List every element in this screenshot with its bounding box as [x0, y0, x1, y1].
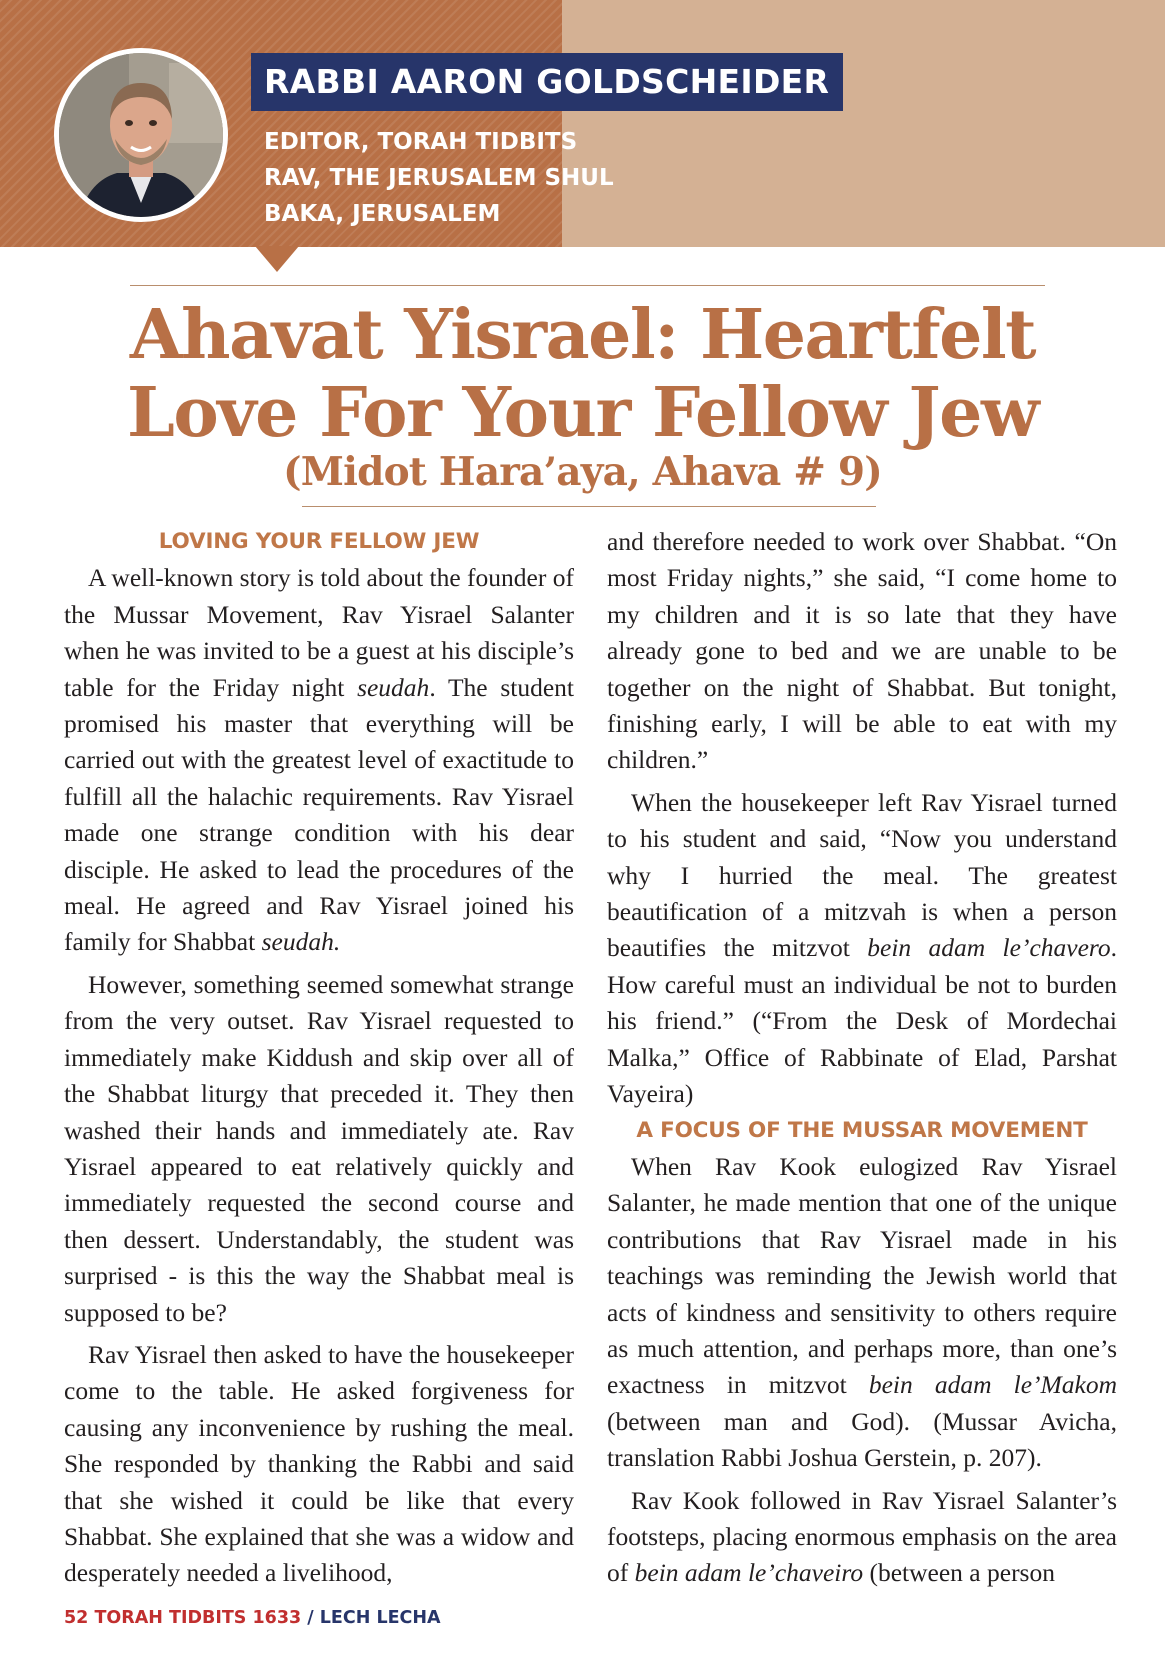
title-divider-top [130, 285, 1045, 286]
author-name: RABBI AARON GOLDSCHEIDER [251, 53, 843, 111]
section-heading: LOVING YOUR FELLOW JEW [158, 529, 480, 554]
author-role: RAV, THE JERUSALEM SHUL [264, 165, 614, 191]
header-banner-pointer [255, 246, 299, 272]
body-paragraph: Rav Kook followed in Rav Yisrael Salanter’s footsteps, placing enormous emphasis on the area of bein adam le’chaveiro (between a person [607, 1485, 1117, 1588]
right-column [607, 524, 1117, 1592]
author-role: EDITOR, TORAH TIDBITS [264, 129, 578, 155]
body-paragraph: When the housekeeper left Rav Yisrael turned to his student and said, “Now you understand why I hurried the meal. The greatest beautification of a mitzvah is when a person beautifies the mitzvot bein adam le’chavero. How careful must an individual be not to burden his friend.” (“From the Desk of Mordechai Malka,” Office of Rabbinate of Elad, Parshat Vayeira) [607, 787, 1117, 1109]
footer-separator: / [301, 1608, 320, 1628]
article-title-line: Love For Your Fellow Jew [127, 373, 1038, 453]
title-divider-bottom [302, 506, 876, 507]
article-title-line: Ahavat Yisrael: Heartfelt [129, 295, 1036, 375]
body-paragraph: Rav Yisrael then asked to have the housekeeper come to the table. He asked forgiveness for causing any inconvenience by rushing the meal. She responded by thanking the Rabbi and said that she wished it could be like that every Shabbat. She explained that she was a widow and desperately needed a livelihood, [64, 1339, 574, 1588]
body-paragraph: However, something seemed somewhat strange from the very outset. Rav Yisrael requested to immediately make Kiddush and skip over all of the Shabbat liturgy that preceded it. They then washed their hands and immediately ate. Rav Yisrael appeared to eat relatively quickly and immediately requested the second course and then dessert. Understandably, the student was surprised - is this the way the Shabbat meal is supposed to be? [64, 969, 574, 1327]
footer-publication: 52 TORAH TIDBITS 1633 [64, 1608, 302, 1628]
page-footer [64, 1608, 441, 1628]
author-role: BAKA, JERUSALEM [264, 201, 501, 227]
body-paragraph: When Rav Kook eulogized Rav Yisrael Salanter, he made mention that one of the unique contributions that Rav Yisrael made in his teachings was reminding the Jewish world that acts of kindness and sensitivity to others require as much attention, and perhaps more, than one’s exactness in mitzvot bein adam le’Makom (between man and God). (Mussar Avicha, translation Rabbi Joshua Gerstein, p. 207). [607, 1151, 1117, 1473]
author-photo [54, 48, 228, 222]
article-title [0, 296, 1165, 452]
body-paragraph: and therefore needed to work over Shabbat. “On most Friday nights,” she said, “I come home to my children and it is so late that they have already gone to bed and we are unable to be together on the night of Shabbat. But tonight, finishing early, I will be able to eat with my children.” [607, 527, 1117, 775]
section-heading: A FOCUS OF THE MUSSAR MOVEMENT [636, 1117, 1088, 1143]
author-roles [264, 124, 614, 232]
author-portrait-icon [59, 53, 223, 217]
article-subtitle: (Midot Hara’aya, Ahava # 9) [283, 449, 882, 495]
footer-parsha: LECH LECHA [319, 1608, 441, 1628]
body-paragraph: A well-known story is told about the founder of the Mussar Movement, Rav Yisrael Salanter when he was invited to be a guest at his disciple’s table for the Friday night seudah. The student promised his master that everything will be carried out with the greatest level of exactitude to fulfill all the halachic requirements. Rav Yisrael made one strange condition with his dear disciple. He asked to lead the procedures of the meal. He agreed and Rav Yisrael joined his family for Shabbat seudah. [64, 563, 574, 957]
left-column [64, 524, 574, 1592]
